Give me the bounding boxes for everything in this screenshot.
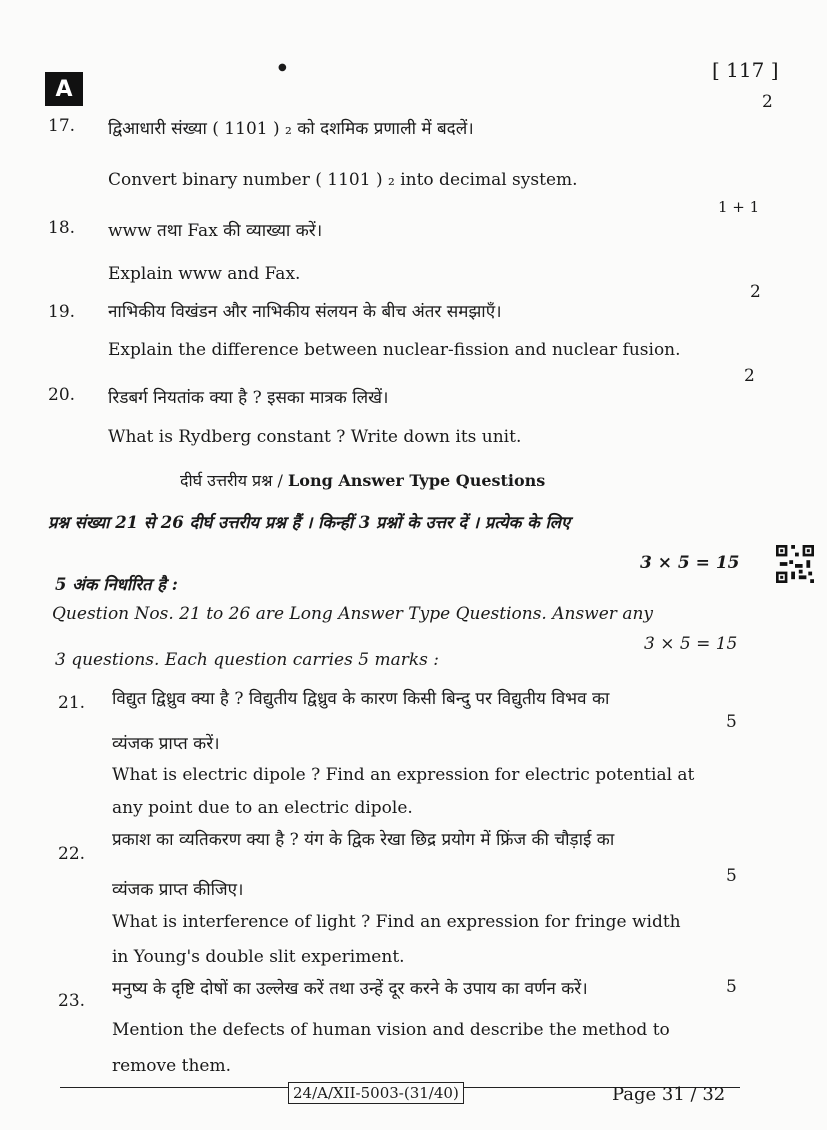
q19-marks: 2 [750,282,761,302]
q21-hindi-line2: व्यंजक प्राप्त करें। [112,734,220,754]
instruction-hindi-marks: 3 × 5 = 15 [640,553,740,573]
q22-hindi-line2: व्यंजक प्राप्त कीजिए। [112,880,244,900]
q17-hindi: द्विआधारी संख्या ( 1101 ) ₂ को दशमिक प्रणाली में बदलें। [108,119,474,139]
qr-code-icon [776,545,814,583]
q23-number: 23. [58,991,86,1011]
q22-english-line1: What is interference of light ? Find an expression for fringe width [112,912,681,932]
q21-number: 21. [58,693,86,713]
q21-english-line2: any point due to an electric dipole. [112,798,413,818]
section-badge: A [45,72,83,106]
section-heading [180,469,545,491]
q18-number: 18. [48,218,76,238]
q20-number: 20. [48,385,76,405]
q20-english: What is Rydberg constant ? Write down its unit. [108,427,522,447]
page-number: Page 31 / 32 [612,1084,726,1105]
q17-english: Convert binary number ( 1101 ) ₂ into decimal system. [108,170,578,190]
q23-hindi-line1: मनुष्य के दृष्टि दोषों का उल्लेख करें तथा उन्हें दूर करने के उपाय का वर्णन करें। [112,979,588,999]
q17-number: 17. [48,116,76,136]
q23-english-line1: Mention the defects of human vision and describe the method to [112,1020,670,1040]
section-heading-english: Long Answer Type Questions [288,471,546,490]
instruction-english-marks: 3 × 5 = 15 [644,634,738,654]
q21-marks: 5 [726,712,737,732]
q20-marks: 2 [744,366,755,386]
q18-hindi: www तथा Fax की व्याख्या करें। [108,221,323,241]
instruction-hindi-line2: 5 अंक निर्धारित है : [55,575,178,594]
q17-marks: 2 [762,92,773,112]
q21-english-line1: What is electric dipole ? Find an expression for electric potential at [112,765,695,785]
q18-english: Explain www and Fax. [108,264,301,284]
instruction-hindi-line1: प्रश्न संख्या 21 से 26 दीर्घ उत्तरीय प्रश्न हैं । किन्हीं 3 प्रश्नों के उत्तर दें । प्रत्येक के लिए [48,513,571,532]
instruction-english-line1: Question Nos. 21 to 26 are Long Answer Type Questions. Answer any [52,604,654,624]
instruction-english-line2: 3 questions. Each question carries 5 marks : [55,650,440,670]
q23-english-line2: remove them. [112,1056,231,1076]
section-heading-hindi: दीर्घ उत्तरीय प्रश्न / [180,471,283,490]
q19-english: Explain the difference between nuclear-fission and nuclear fusion. [108,340,681,360]
page-ref: [ 117 ] [712,58,779,82]
q19-hindi: नाभिकीय विखंडन और नाभिकीय संलयन के बीच अंतर समझाएँ। [108,302,502,322]
q22-marks: 5 [726,866,737,886]
q21-hindi-line1: विद्युत द्विध्रुव क्या है ? विद्युतीय द्विध्रुव के कारण किसी बिन्दु पर विद्युतीय विभव का [112,689,610,709]
q18-marks: 1 + 1 [718,198,760,216]
q22-number: 22. [58,844,86,864]
q22-english-line2: in Young's double slit experiment. [112,947,405,967]
q19-number: 19. [48,302,76,322]
ink-dot: ● [278,62,287,73]
q23-marks: 5 [726,977,737,997]
q22-hindi-line1: प्रकाश का व्यतिकरण क्या है ? यंग के द्विक रेखा छिद्र प्रयोग में फ्रिंज की चौड़ाई का [112,830,615,850]
paper-code: 24/A/XII-5003-(31/40) [288,1082,464,1104]
q20-hindi: रिडबर्ग नियतांक क्या है ? इसका मात्रक लिखें। [108,388,389,408]
